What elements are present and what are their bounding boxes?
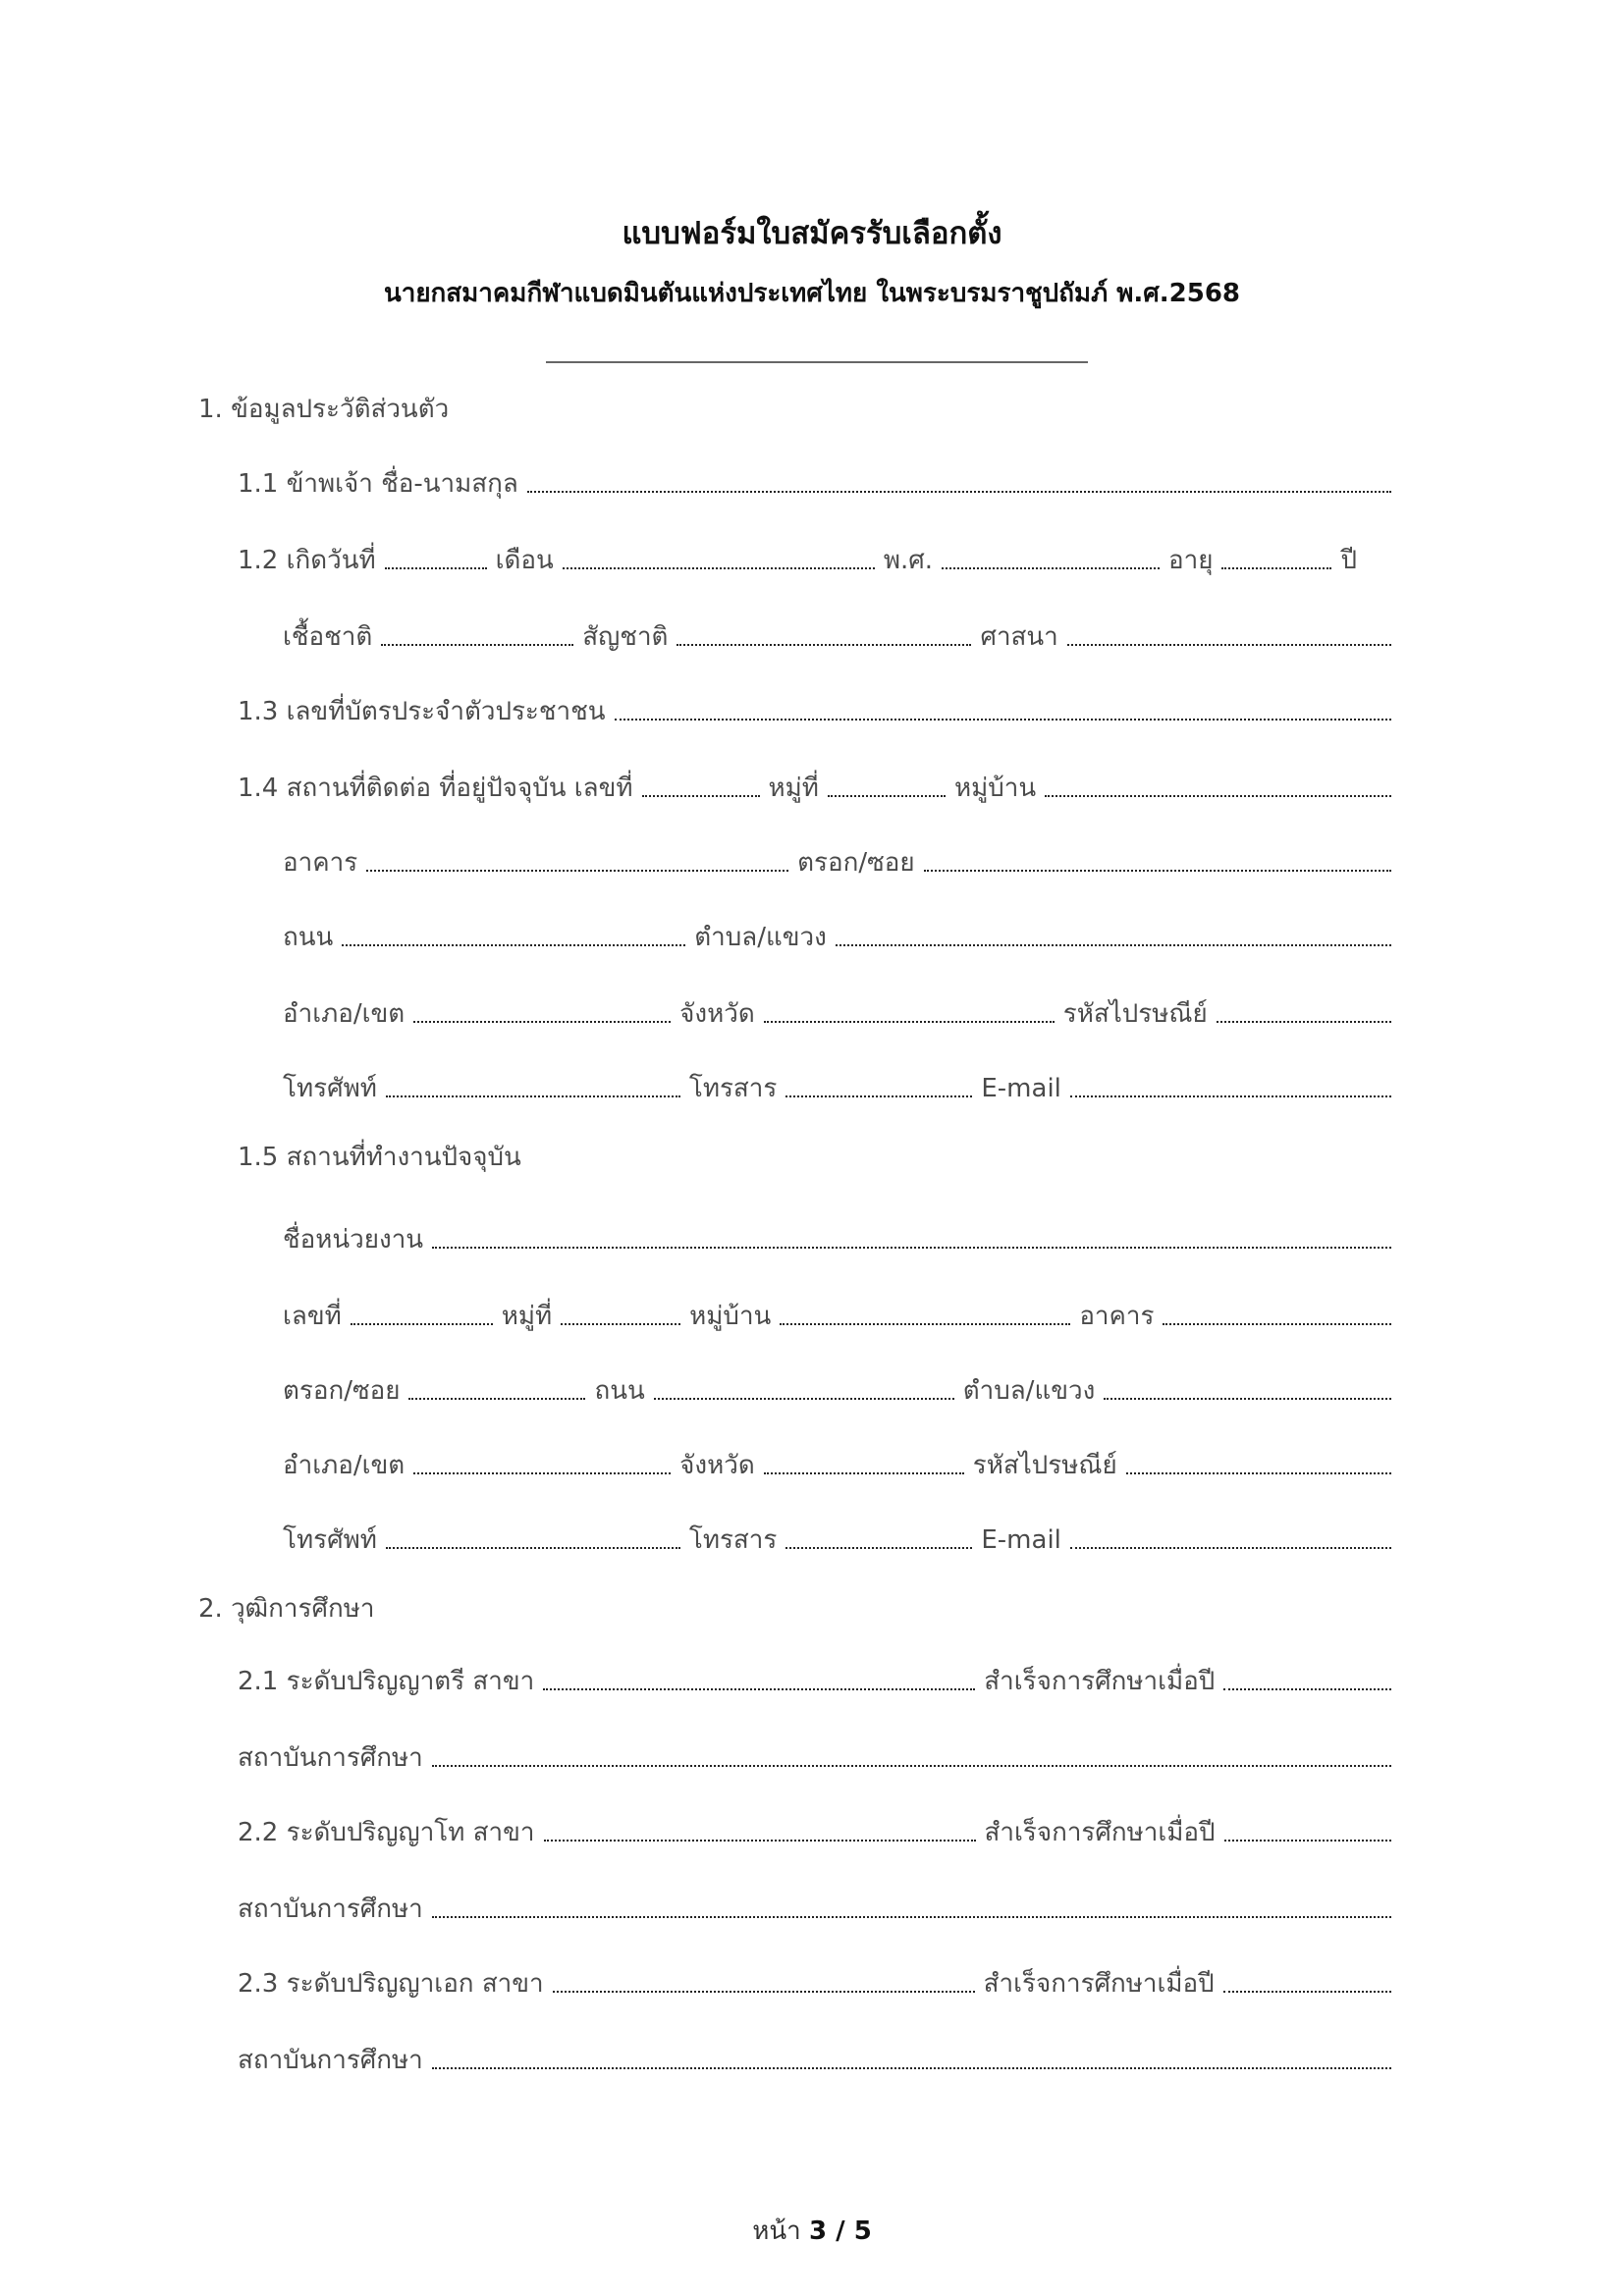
work-district-field[interactable] [413,1472,671,1474]
row-work-district [283,1439,1391,1478]
race-label: เชื้อชาติ [283,622,373,652]
row-bachelor-institution [238,1732,1391,1771]
row-org-name [283,1213,1391,1253]
row-doctorate-institution [238,2034,1391,2073]
org-name-label: ชื่อหน่วยงาน [283,1225,424,1255]
work-moo-field[interactable] [561,1323,680,1325]
address-moo-label: หมู่ที่ [768,774,819,803]
birth-day-label: 1.2 เกิดวันที่ [238,546,376,575]
address-postcode-label: รหัสไปรษณีย์ [1062,999,1208,1029]
age-unit-label: ปี [1340,546,1357,575]
work-subdistrict-label: ตำบล/แขวง [962,1376,1096,1406]
row-bachelor [238,1655,1391,1694]
address-road-field[interactable] [342,944,685,946]
row-work-phone [283,1514,1391,1553]
page-prefix: หน้า [752,2216,801,2246]
form-title: แบบฟอร์มใบสมัครรับเลือกตั้ง [622,216,1002,251]
row-phone [283,1062,1391,1101]
full-name-label: 1.1 ข้าพเจ้า ชื่อ-นามสกุล [238,469,518,499]
birth-day-field[interactable] [385,567,487,569]
work-village-label: หมู่บ้าน [689,1302,772,1331]
work-road-field[interactable] [654,1398,954,1400]
birth-year-field[interactable] [942,567,1160,569]
address-district-field[interactable] [413,1021,671,1023]
race-field[interactable] [381,644,573,646]
bachelor-institution-label: สถาบันการศึกษา [238,1743,423,1773]
work-phone-label: โทรศัพท์ [283,1525,377,1555]
work-soi-field[interactable] [408,1398,585,1400]
master-label: 2.2 ระดับปริญญาโท สาขา [238,1818,535,1847]
birth-month-field[interactable] [563,567,875,569]
row-race [283,611,1391,650]
work-road-label: ถนน [594,1376,645,1406]
address-village-field[interactable] [1045,795,1391,797]
row-master-institution [238,1883,1391,1922]
address-email-field[interactable] [1070,1095,1391,1097]
row-road [283,911,1391,950]
master-institution-field[interactable] [432,1916,1391,1918]
work-building-field[interactable] [1163,1323,1391,1325]
nationality-label: สัญชาติ [582,622,669,652]
id-card-field[interactable] [615,719,1391,721]
address-phone-label: โทรศัพท์ [283,1074,377,1103]
workplace-heading: 1.5 สถานที่ทำงานปัจจุบัน [238,1143,521,1172]
bachelor-institution-field[interactable] [432,1765,1391,1767]
work-district-label: อำเภอ/เขต [283,1451,406,1480]
bachelor-year-field[interactable] [1223,1688,1391,1690]
address-building-field[interactable] [366,870,788,872]
address-email-label: E-mail [981,1074,1061,1103]
work-province-field[interactable] [764,1472,964,1474]
address-fax-field[interactable] [785,1095,972,1097]
bachelor-label: 2.1 ระดับปริญญาตรี สาขา [238,1667,535,1696]
row-id-card [238,685,1391,724]
work-number-field[interactable] [351,1323,493,1325]
form-subtitle: นายกสมาคมกีฬาแบดมินตันแห่งประเทศไทย ในพระบรมราชูปถัมภ์ พ.ศ.2568 [383,279,1241,308]
doctorate-institution-label: สถาบันการศึกษา [238,2046,423,2075]
row-full-name [238,457,1391,497]
work-postcode-label: รหัสไปรษณีย์ [972,1451,1117,1480]
birth-year-label: พ.ศ. [883,546,933,575]
address-no-field[interactable] [642,795,760,797]
doctorate-major-field[interactable] [553,1991,975,1993]
doctorate-institution-field[interactable] [432,2067,1391,2069]
master-year-label: สำเร็จการศึกษาเมื่อปี [984,1818,1216,1847]
work-fax-field[interactable] [785,1547,972,1549]
age-label: อายุ [1167,546,1214,575]
row-doctorate [238,1957,1391,1997]
address-subdistrict-field[interactable] [836,944,1391,946]
title-divider [546,361,1088,363]
address-moo-field[interactable] [828,795,946,797]
row-work-number [283,1290,1391,1329]
birth-month-label: เดือน [495,546,554,575]
master-institution-label: สถาบันการศึกษา [238,1895,423,1924]
address-subdistrict-label: ตำบล/แขวง [694,923,827,952]
doctorate-label: 2.3 ระดับปริญญาเอก สาขา [238,1969,544,1999]
org-name-field[interactable] [432,1247,1391,1249]
work-village-field[interactable] [780,1323,1070,1325]
work-email-field[interactable] [1070,1547,1391,1549]
row-work-soi [283,1364,1391,1404]
bachelor-major-field[interactable] [543,1688,975,1690]
work-building-label: อาคาร [1079,1302,1155,1331]
work-postcode-field[interactable] [1126,1472,1391,1474]
id-card-label: 1.3 เลขที่บัตรประจำตัวประชาชน [238,697,606,726]
doctorate-year-label: สำเร็จการศึกษาเมื่อปี [983,1969,1215,1999]
master-year-field[interactable] [1224,1840,1391,1842]
address-building-label: อาคาร [283,848,358,878]
address-province-field[interactable] [764,1021,1055,1023]
full-name-field[interactable] [527,491,1391,493]
page-footer [0,2211,1624,2251]
age-field[interactable] [1221,567,1331,569]
bachelor-year-label: สำเร็จการศึกษาเมื่อปี [984,1667,1216,1696]
work-soi-label: ตรอก/ซอย [283,1376,401,1406]
address-postcode-field[interactable] [1217,1021,1391,1023]
address-phone-field[interactable] [386,1095,680,1097]
master-major-field[interactable] [544,1840,976,1842]
work-phone-field[interactable] [386,1547,680,1549]
religion-label: ศาสนา [980,622,1058,652]
address-soi-label: ตรอก/ซอย [797,848,915,878]
nationality-field[interactable] [677,644,971,646]
address-fax-label: โทรสาร [688,1074,778,1103]
address-district-label: อำเภอ/เขต [283,999,406,1029]
work-fax-label: โทรสาร [688,1525,778,1555]
address-soi-field[interactable] [924,870,1391,872]
row-contact-address [238,762,1391,801]
address-village-label: หมู่บ้าน [953,774,1037,803]
work-province-label: จังหวัด [679,1451,755,1480]
work-number-label: เลขที่ [283,1302,342,1331]
work-email-label: E-mail [981,1525,1061,1555]
row-district [283,988,1391,1027]
doctorate-year-field[interactable] [1223,1991,1391,1993]
page-number: 3 / 5 [809,2216,872,2246]
row-building [283,836,1391,876]
address-province-label: จังหวัด [679,999,755,1029]
work-moo-label: หมู่ที่ [501,1302,553,1331]
row-master [238,1806,1391,1845]
row-birth [238,534,1416,573]
address-no-label: 1.4 สถานที่ติดต่อ ที่อยู่ปัจจุบัน เลขที่ [238,774,633,803]
religion-field[interactable] [1067,644,1391,646]
section2-heading: 2. วุฒิการศึกษา [198,1594,375,1624]
work-subdistrict-field[interactable] [1104,1398,1391,1400]
section1-heading: 1. ข้อมูลประวัติส่วนตัว [198,395,450,424]
address-road-label: ถนน [283,923,334,952]
